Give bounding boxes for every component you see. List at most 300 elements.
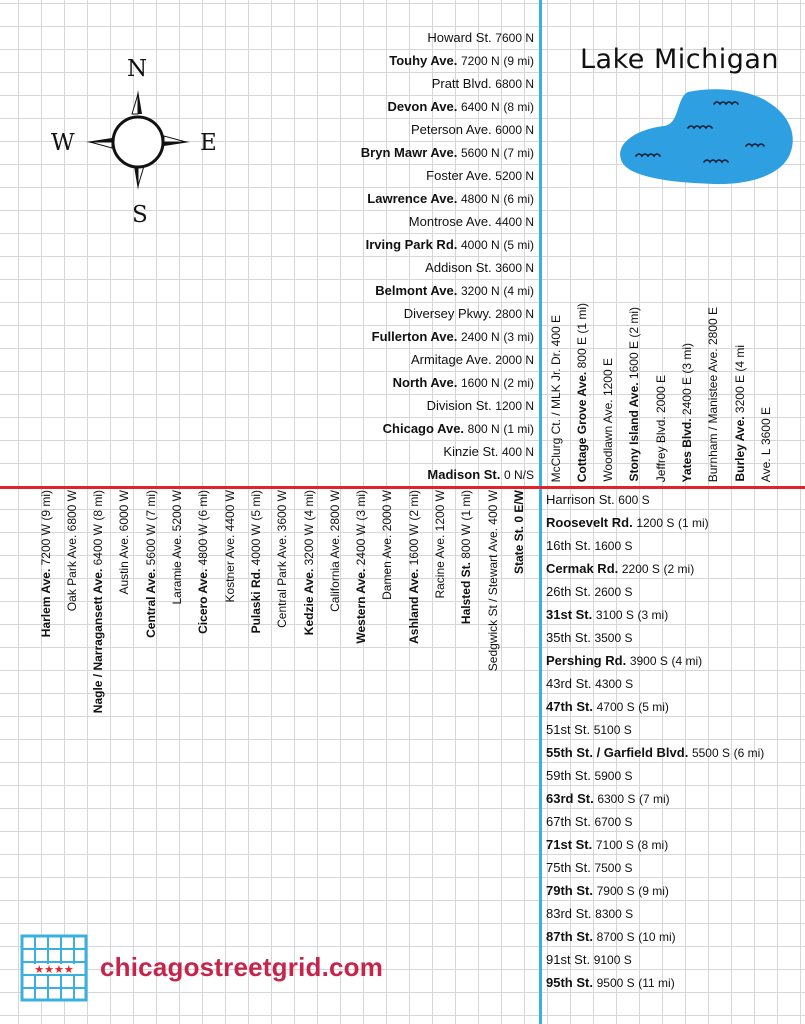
street-label bbox=[627, 307, 641, 482]
vertical-street-text bbox=[627, 307, 641, 482]
street-name: Howard St. bbox=[427, 30, 492, 45]
house-number: 7900 S bbox=[596, 884, 635, 898]
house-number: 8700 S bbox=[596, 930, 635, 944]
north-streets-list bbox=[340, 26, 534, 486]
house-number: 2200 S bbox=[621, 562, 660, 576]
house-number: 3100 S bbox=[595, 608, 634, 622]
house-number: 600 S bbox=[618, 493, 650, 507]
street-label bbox=[546, 883, 669, 898]
north-street-row bbox=[340, 95, 534, 118]
house-number: 9500 S bbox=[596, 976, 635, 990]
west-street-column bbox=[429, 490, 452, 720]
west-street-column bbox=[113, 490, 136, 720]
street-name: North Ave. bbox=[392, 375, 458, 390]
street-label bbox=[486, 490, 500, 671]
house-number: 6300 S bbox=[597, 792, 636, 806]
south-street-row bbox=[546, 557, 805, 580]
street-label bbox=[546, 975, 675, 990]
south-street-row bbox=[546, 879, 805, 902]
street-name: Bryn Mawr Ave. bbox=[360, 145, 458, 160]
street-name: 47th St. bbox=[546, 699, 593, 714]
north-street-row bbox=[340, 210, 534, 233]
distance: (9 mi) bbox=[503, 54, 534, 68]
distance: (7 mi) bbox=[638, 792, 670, 806]
compass-rose bbox=[40, 54, 240, 234]
north-street-row bbox=[340, 72, 534, 95]
street-label bbox=[654, 375, 668, 482]
house-number: 3600 W bbox=[275, 490, 290, 532]
street-name: Cermak Rd. bbox=[546, 561, 619, 576]
compass-north-label: N bbox=[127, 56, 148, 82]
west-street-column bbox=[350, 490, 373, 720]
vertical-street-text bbox=[223, 490, 237, 603]
street-label bbox=[546, 722, 632, 737]
vertical-street-text bbox=[354, 490, 368, 644]
house-number: 3900 S bbox=[629, 654, 668, 668]
street-name: 71st St. bbox=[546, 837, 593, 852]
street-label bbox=[65, 490, 79, 611]
vertical-street-text bbox=[65, 490, 79, 611]
street-name: 35th St. bbox=[546, 630, 591, 645]
house-number: 7600 N bbox=[495, 31, 534, 45]
street-label bbox=[328, 490, 342, 612]
street-name: Stony Island Ave. bbox=[627, 382, 642, 482]
distance: (4 mi) bbox=[671, 654, 703, 668]
street-label bbox=[354, 490, 368, 644]
street-name: Madison St. bbox=[427, 467, 501, 482]
south-street-row bbox=[546, 603, 805, 626]
logo-grid-icon bbox=[20, 934, 88, 1002]
vertical-street-text bbox=[117, 490, 131, 595]
street-label bbox=[546, 837, 668, 852]
street-name: McClurg Ct. / MLK Jr. Dr. bbox=[548, 349, 563, 482]
street-name: 51st St. bbox=[546, 722, 591, 737]
north-street-row bbox=[340, 325, 534, 348]
street-label bbox=[249, 490, 263, 633]
street-name: Sedgwick St / Stewart Ave. bbox=[485, 528, 500, 672]
west-street-column bbox=[481, 490, 504, 720]
street-label bbox=[427, 467, 534, 482]
distance: (10 mi) bbox=[638, 930, 676, 944]
west-street-column bbox=[244, 490, 267, 720]
distance: (4 mi) bbox=[301, 490, 316, 521]
street-label bbox=[459, 490, 473, 624]
vertical-street-text bbox=[759, 407, 773, 482]
south-street-row bbox=[546, 810, 805, 833]
north-street-row bbox=[340, 279, 534, 302]
house-number: 6000 W bbox=[117, 490, 132, 532]
house-number: 2800 E bbox=[706, 306, 721, 345]
house-number: 3200 E bbox=[732, 375, 747, 414]
street-name: Halsted St. bbox=[459, 562, 474, 625]
street-name: Austin Ave. bbox=[117, 534, 132, 595]
street-name: 95th St. bbox=[546, 975, 593, 990]
house-number: 1600 S bbox=[594, 539, 633, 553]
logo-text: chicagostreetgrid.com bbox=[100, 952, 384, 982]
street-label bbox=[426, 168, 534, 183]
vertical-street-text bbox=[328, 490, 342, 612]
street-name: Lawrence Ave. bbox=[367, 191, 458, 206]
street-name: Belmont Ave. bbox=[375, 283, 458, 298]
street-name: Foster Ave. bbox=[426, 168, 492, 183]
house-number: 2000 E bbox=[653, 374, 668, 413]
street-name: Central Ave. bbox=[143, 568, 158, 638]
distance: (2 mi) bbox=[503, 376, 534, 390]
street-name: 67th St. bbox=[546, 814, 591, 829]
distance: (2 mi) bbox=[406, 490, 421, 521]
street-label bbox=[546, 768, 632, 783]
street-label bbox=[275, 490, 289, 628]
house-number: 4000 N bbox=[461, 238, 500, 252]
distance: (6 mi) bbox=[196, 490, 211, 521]
north-street-row bbox=[340, 302, 534, 325]
street-label bbox=[409, 214, 534, 229]
house-number: 2400 N bbox=[461, 330, 500, 344]
vertical-street-text bbox=[733, 345, 747, 482]
distance: (8 mi) bbox=[503, 100, 534, 114]
house-number: 1200 E bbox=[601, 358, 616, 397]
street-name: Damen Ave. bbox=[380, 534, 395, 600]
west-street-column bbox=[271, 490, 294, 720]
west-street-column bbox=[192, 490, 215, 720]
house-number: 4700 S bbox=[596, 700, 635, 714]
distance: (3 mi) bbox=[680, 342, 694, 374]
street-label bbox=[546, 699, 669, 714]
street-name: 26th St. bbox=[546, 584, 591, 599]
distance: (9 mi) bbox=[38, 490, 53, 521]
street-label bbox=[367, 191, 534, 206]
street-name: Touhy Ave. bbox=[389, 53, 458, 68]
lake-icon bbox=[618, 88, 796, 188]
street-name: 83rd St. bbox=[546, 906, 592, 921]
south-street-row bbox=[546, 649, 805, 672]
south-streets-list bbox=[546, 488, 805, 994]
street-label bbox=[733, 345, 747, 482]
west-street-column bbox=[166, 490, 189, 720]
street-name: 87th St. bbox=[546, 929, 593, 944]
vertical-street-text bbox=[433, 490, 447, 599]
street-name: Pershing Rd. bbox=[546, 653, 627, 668]
house-number: 3500 S bbox=[594, 631, 633, 645]
distance: (3 mi) bbox=[503, 330, 534, 344]
street-label bbox=[144, 490, 158, 638]
street-name: Kostner Ave. bbox=[222, 534, 237, 603]
distance: (6 mi) bbox=[733, 746, 765, 760]
street-label bbox=[383, 421, 534, 436]
house-number: 9100 S bbox=[593, 953, 632, 967]
south-street-row bbox=[546, 764, 805, 787]
vertical-street-text bbox=[39, 490, 53, 637]
street-name: 75th St. bbox=[546, 860, 591, 875]
street-name: Racine Ave. bbox=[433, 534, 447, 599]
east-street-column bbox=[728, 270, 751, 482]
street-name: Cicero Ave. bbox=[196, 568, 211, 634]
street-name: 55th St. / Garfield Blvd. bbox=[546, 745, 689, 760]
house-number: 400 E bbox=[548, 314, 563, 346]
street-name: Kinzie St. bbox=[443, 444, 499, 459]
street-name: 59th St. bbox=[546, 768, 591, 783]
house-number: 7500 S bbox=[594, 861, 633, 875]
street-label bbox=[546, 676, 633, 691]
street-name: Roosevelt Rd. bbox=[546, 515, 633, 530]
north-street-row bbox=[340, 164, 534, 187]
vertical-street-text bbox=[302, 490, 316, 635]
street-label bbox=[546, 630, 632, 645]
house-number: 5500 S bbox=[691, 746, 730, 760]
west-street-column bbox=[139, 490, 162, 720]
street-name: Kedzie Ave. bbox=[301, 568, 316, 636]
west-street-column bbox=[218, 490, 241, 720]
distance: (5 mi) bbox=[248, 490, 263, 521]
street-label bbox=[443, 444, 534, 459]
compass-west-label: W bbox=[51, 130, 75, 156]
house-number: 2000 W bbox=[380, 490, 395, 532]
distance: (5 mi) bbox=[503, 238, 534, 252]
street-label bbox=[512, 490, 526, 574]
vertical-street-text bbox=[654, 375, 668, 482]
vertical-street-text bbox=[144, 490, 158, 638]
distance: (4 mi) bbox=[503, 284, 534, 298]
distance: (4 mi bbox=[732, 345, 747, 373]
house-number: 2400 W bbox=[354, 524, 369, 566]
street-label bbox=[425, 260, 534, 275]
street-label bbox=[546, 607, 668, 622]
north-street-row bbox=[340, 371, 534, 394]
west-street-column bbox=[87, 490, 110, 720]
street-label bbox=[372, 329, 534, 344]
street-label bbox=[380, 490, 394, 600]
house-number: 7100 S bbox=[595, 838, 634, 852]
distance: (7 mi) bbox=[503, 146, 534, 160]
north-street-row bbox=[340, 49, 534, 72]
street-name: 79th St. bbox=[546, 883, 593, 898]
south-street-row bbox=[546, 580, 805, 603]
distance: (2 mi) bbox=[627, 307, 642, 339]
street-label bbox=[366, 237, 534, 252]
street-label bbox=[546, 745, 764, 760]
street-label bbox=[388, 99, 534, 114]
vertical-street-text bbox=[512, 490, 526, 574]
west-streets-list bbox=[0, 490, 536, 720]
vertical-street-text bbox=[380, 490, 394, 600]
distance: (1 mi) bbox=[574, 302, 589, 334]
street-name: Pratt Blvd. bbox=[431, 76, 492, 91]
house-number: 7200 W bbox=[38, 524, 53, 566]
street-name: 43rd St. bbox=[546, 676, 592, 691]
west-street-column bbox=[402, 490, 425, 720]
house-number: 4300 S bbox=[595, 677, 634, 691]
street-name: Addison St. bbox=[425, 260, 492, 275]
north-street-row bbox=[340, 26, 534, 49]
street-name: Yates Blvd. bbox=[680, 417, 694, 482]
south-street-row bbox=[546, 626, 805, 649]
distance: (1 mi) bbox=[459, 490, 474, 521]
north-street-row bbox=[340, 187, 534, 210]
street-name: Peterson Ave. bbox=[410, 122, 492, 137]
street-name: Western Ave. bbox=[354, 568, 369, 644]
street-name: Jeffrey Blvd. bbox=[653, 416, 668, 482]
west-street-column bbox=[60, 490, 83, 720]
house-number: 2800 N bbox=[495, 307, 534, 321]
east-street-column bbox=[597, 270, 620, 482]
street-label bbox=[546, 814, 632, 829]
street-label bbox=[546, 653, 702, 668]
street-name: California Ave. bbox=[327, 534, 342, 612]
house-number: 3200 W bbox=[301, 524, 316, 566]
street-label bbox=[404, 306, 534, 321]
east-street-column bbox=[570, 270, 593, 482]
street-name: Ashland Ave. bbox=[406, 568, 421, 644]
south-street-row bbox=[546, 787, 805, 810]
distance: (1 mi) bbox=[677, 516, 709, 530]
vertical-street-text bbox=[407, 490, 421, 644]
house-number: 800 E bbox=[574, 336, 589, 369]
north-street-row bbox=[340, 141, 534, 164]
east-street-column bbox=[754, 270, 777, 482]
north-street-row bbox=[340, 118, 534, 141]
distance: (1 mi) bbox=[503, 422, 534, 436]
distance: (8 mi) bbox=[91, 490, 106, 521]
street-name: Woodlawn Ave. bbox=[601, 399, 616, 482]
vertical-street-text bbox=[575, 303, 589, 482]
west-street-column bbox=[376, 490, 399, 720]
house-number: 2600 S bbox=[594, 585, 633, 599]
street-name: Devon Ave. bbox=[387, 99, 458, 114]
street-name: Oak Park Ave. bbox=[64, 534, 79, 612]
house-number: 1600 W bbox=[406, 524, 421, 566]
street-name: Nagle / Narragansett Ave. bbox=[91, 568, 106, 714]
house-number: 8300 S bbox=[595, 907, 634, 921]
street-label bbox=[601, 358, 615, 482]
house-number: 5200 W bbox=[170, 490, 184, 532]
street-label bbox=[170, 490, 184, 605]
north-street-row bbox=[340, 394, 534, 417]
house-number: 800 N bbox=[467, 422, 500, 436]
distance: (9 mi) bbox=[638, 884, 669, 898]
distance: (2 mi) bbox=[663, 562, 695, 576]
distance: (3 mi) bbox=[354, 490, 369, 521]
west-street-column bbox=[323, 490, 346, 720]
street-name: Chicago Ave. bbox=[382, 421, 465, 436]
house-number: 3600 E bbox=[758, 406, 773, 445]
vertical-street-text bbox=[91, 490, 105, 713]
distance: (3 mi) bbox=[637, 608, 669, 622]
east-street-column bbox=[623, 270, 646, 482]
street-label bbox=[407, 490, 421, 644]
north-street-row bbox=[340, 417, 534, 440]
vertical-street-text bbox=[275, 490, 289, 628]
south-street-row bbox=[546, 511, 805, 534]
street-label bbox=[549, 315, 563, 482]
street-label bbox=[223, 490, 237, 603]
street-label bbox=[546, 538, 632, 553]
street-name: Cottage Grove Ave. bbox=[574, 371, 589, 482]
street-name: Fullerton Ave. bbox=[371, 329, 458, 344]
vertical-street-text bbox=[170, 490, 184, 605]
south-street-row bbox=[546, 971, 805, 994]
house-number: 2000 N bbox=[495, 353, 534, 367]
house-number: 6400 W bbox=[91, 524, 106, 566]
street-label bbox=[546, 584, 632, 599]
street-name: Montrose Ave. bbox=[408, 214, 492, 229]
street-label bbox=[546, 791, 670, 806]
house-number: 2800 W bbox=[327, 490, 342, 532]
house-number: 800 W bbox=[459, 524, 474, 559]
house-number: 4400 N bbox=[495, 215, 534, 229]
house-number: 5100 S bbox=[593, 723, 632, 737]
street-name: Burnham / Manistee Ave. bbox=[706, 348, 721, 482]
vertical-street-text bbox=[680, 343, 694, 482]
house-number: 400 W bbox=[485, 490, 500, 525]
street-label bbox=[361, 145, 534, 160]
south-street-row bbox=[546, 488, 805, 511]
street-label bbox=[706, 307, 720, 482]
street-label bbox=[411, 352, 534, 367]
south-street-row bbox=[546, 948, 805, 971]
north-south-axis-line bbox=[539, 0, 542, 1024]
street-label bbox=[389, 53, 534, 68]
house-number: 4400 W bbox=[222, 490, 237, 532]
north-street-row bbox=[340, 463, 534, 486]
south-street-row bbox=[546, 672, 805, 695]
south-street-row bbox=[546, 741, 805, 764]
vertical-street-text bbox=[549, 315, 563, 482]
street-label bbox=[393, 375, 534, 390]
house-number: 6000 N bbox=[495, 123, 534, 137]
street-name: Division St. bbox=[426, 398, 492, 413]
vertical-street-text bbox=[196, 490, 210, 634]
north-street-row bbox=[340, 348, 534, 371]
east-street-column bbox=[676, 270, 699, 482]
distance: (8 mi) bbox=[637, 838, 669, 852]
house-number: 5600 W bbox=[143, 524, 158, 566]
house-number: 1600 E bbox=[627, 341, 642, 380]
house-number: 7200 N bbox=[461, 54, 500, 68]
house-number: 1200 W bbox=[433, 490, 447, 532]
street-name: Irving Park Rd. bbox=[365, 237, 458, 252]
street-name: Harlem Ave. bbox=[38, 568, 53, 638]
street-label bbox=[759, 407, 773, 482]
vertical-street-text bbox=[459, 490, 473, 624]
street-label bbox=[680, 343, 694, 482]
street-label bbox=[117, 490, 131, 595]
east-street-column bbox=[649, 270, 672, 482]
street-label bbox=[546, 860, 632, 875]
street-label bbox=[375, 283, 534, 298]
street-name: Armitage Ave. bbox=[410, 352, 492, 367]
house-number: 6700 S bbox=[594, 815, 633, 829]
house-number: 4000 W bbox=[248, 524, 263, 566]
house-number: 5600 N bbox=[461, 146, 500, 160]
west-street-column bbox=[507, 490, 530, 720]
south-street-row bbox=[546, 902, 805, 925]
street-label bbox=[411, 122, 534, 137]
street-label bbox=[546, 515, 709, 530]
street-label bbox=[302, 490, 316, 635]
street-label bbox=[575, 303, 589, 482]
street-name: Ave. L bbox=[758, 448, 773, 482]
street-name: Pulaski Rd. bbox=[248, 568, 263, 634]
vertical-street-text bbox=[486, 490, 500, 671]
street-label bbox=[546, 561, 694, 576]
street-label bbox=[39, 490, 53, 637]
street-label bbox=[546, 906, 633, 921]
house-number: 5200 N bbox=[495, 169, 534, 183]
street-label bbox=[427, 398, 534, 413]
south-street-row bbox=[546, 833, 805, 856]
vertical-street-text bbox=[706, 307, 720, 482]
street-name: State St. bbox=[511, 526, 526, 575]
